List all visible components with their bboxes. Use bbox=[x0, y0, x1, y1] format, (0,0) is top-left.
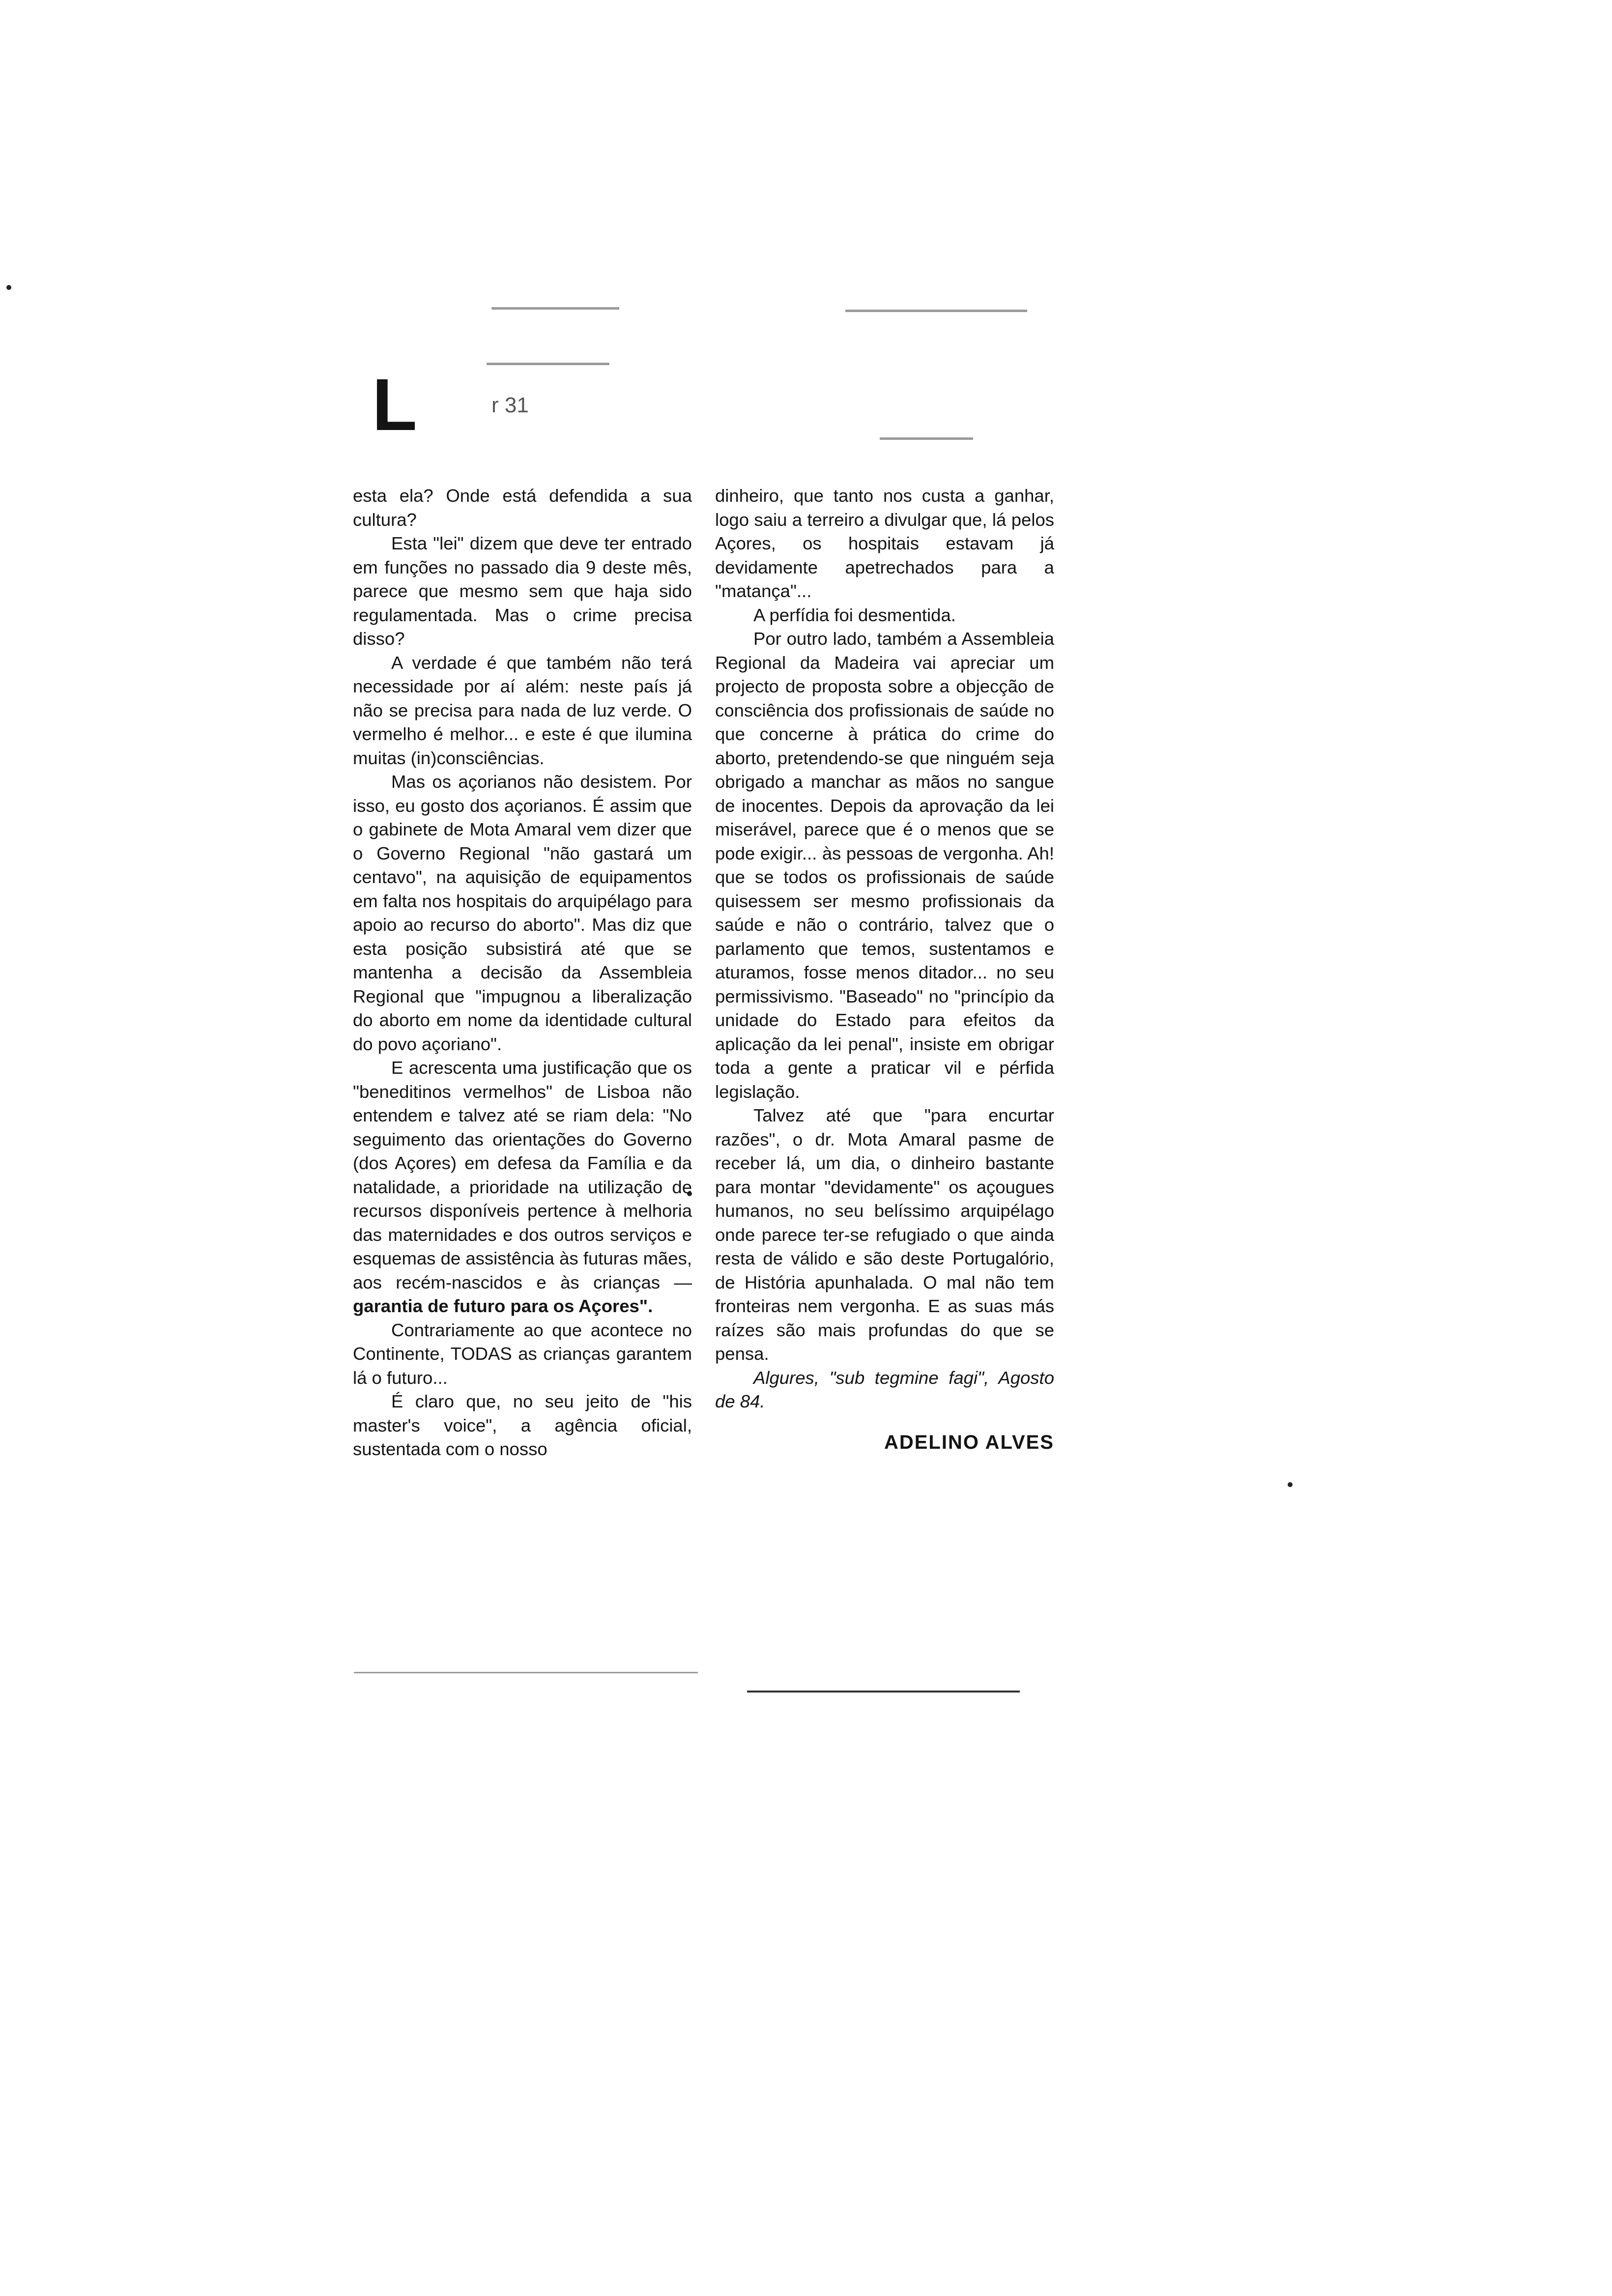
scan-noise-line bbox=[845, 310, 1027, 312]
paragraph: É claro que, no seu jeito de "his master's voice", a agência oficial, sustentada com o nosso bbox=[353, 1391, 692, 1459]
paragraph: esta ela? Onde está defendida a sua cultura? bbox=[353, 486, 692, 530]
scan-noise-line bbox=[880, 437, 973, 440]
paragraph: Mas os açorianos não desistem. Por isso, eu gosto dos açorianos. É assim que o gabinete de Mota Amaral vem dizer que o Governo Regional "não gastará um centavo", na aquisição de equipamentos em falta nos hospitais do arquipélago para apoio ao recurso do aborto". Mas diz que esta posição subsistirá até que se mantenha a decisão da Assembleia Regional que "impugnou a liberalização do aborto em nome da identidade cultural do povo açoriano". bbox=[353, 772, 692, 1054]
scan-noise-line bbox=[487, 363, 609, 365]
paragraph bbox=[353, 1056, 692, 1319]
paragraph: Esta "lei" dizem que deve ter entrado em funções no passado dia 9 deste mês, parece que mesmo sem que haja sido regulamentada. Mas o crime precisa disso? bbox=[353, 533, 692, 649]
paragraph: Contrariamente ao que acontece no Continente, TODAS as crianças garantem lá o futuro... bbox=[353, 1320, 692, 1388]
scan-dust bbox=[1288, 1482, 1293, 1487]
paragraph: Talvez até que "para encurtar razões", o dr. Mota Amaral pasme de receber lá, um dia, o dinheiro bastante para montar "devidamente" os açougues humanos, no seu belíssimo arquipélago onde parece ter-se refugiado o que ainda resta de válido e são deste Portugalório, de História apunhalada. O mal não tem fronteiras nem vergonha. E as suas más raízes são mais profundas do que se pensa. bbox=[715, 1105, 1054, 1364]
paragraph: dinheiro, que tanto nos custa a ganhar, logo saiu a terreiro a divulgar que, lá pelos Açores, os hospitais estavam já devidamente apetrechados para a "matança"... bbox=[715, 486, 1054, 601]
author-signature: ADELINO ALVES bbox=[884, 1431, 1054, 1453]
article-column-left bbox=[353, 484, 692, 1462]
scan-noise-line bbox=[491, 307, 619, 310]
paragraph-emphasis: garantia de futuro para os Açores". bbox=[353, 1296, 653, 1316]
article-column-right bbox=[715, 484, 1054, 1454]
dateline: Algures, "sub tegmine fagi", Agosto de 84. bbox=[715, 1367, 1054, 1411]
closing-rule bbox=[747, 1691, 1020, 1693]
paragraph: A verdade é que também não terá necessidade por aí além: neste país já não se precisa para nada de luz verde. O vermelho é melhor... e este é que ilumina muitas (in)consciências. bbox=[353, 652, 692, 768]
paragraph: Por outro lado, também a Assembleia Regional da Madeira vai apreciar um projecto de proposta sobre a objecção de consciência dos profissionais de saúde no que concerne à prática do crime do aborto, pretendendo-se que ninguém seja obrigado a manchar as mãos no sangue de inocentes. Depois da aprovação da lei miserável, parece que é o menos que se pode exigir... às pessoas de vergonha. Ah! que se todos os profissionais de saúde quisessem ser mesmo profissionais da saúde e não o contrário, talvez que o parlamento que temos, sustentamos e aturamos, fosse menos ditador... no seu permissivismo. "Baseado" no "princípio da unidade do Estado para efeitos da aplicação da lei penal", insiste em obrigar toda a gente a praticar vil e pérfida legislação. bbox=[715, 629, 1054, 1102]
paragraph: A perfídia foi desmentida. bbox=[753, 604, 956, 625]
scan-dust bbox=[6, 285, 11, 290]
paragraph-text: E acrescenta uma justificação que os "beneditinos vermelhos" de Lisboa não entendem e talvez até se riam dela: "No seguimento das orientações do Governo (dos Açores) em defesa da Família e da natalidade, a prioridade na utilização de recursos disponíveis pertence à melhoria das maternidades e dos outros serviços e esquemas de assistência às futuras mães, aos recém-nascidos e às crianças — bbox=[353, 1058, 692, 1292]
page-number: r 31 bbox=[491, 393, 529, 417]
page-mark: L bbox=[372, 363, 417, 446]
scan-noise-line bbox=[354, 1672, 698, 1673]
